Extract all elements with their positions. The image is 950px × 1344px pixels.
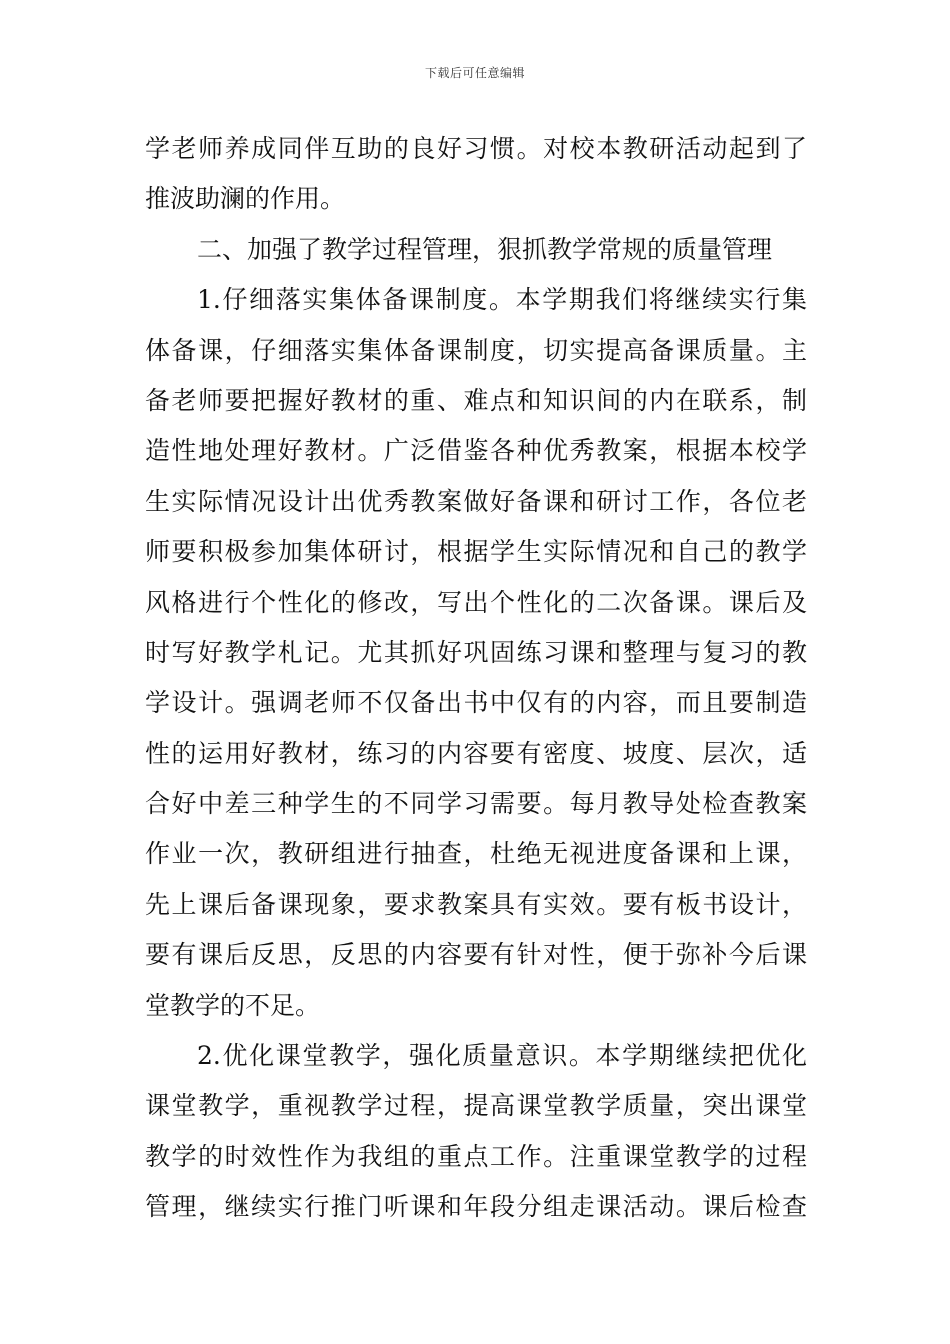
text-line: 推波助澜的作用。 <box>145 184 346 214</box>
text-line: 备老师要把握好教材的重、难点和知识间的内在联系，制 <box>145 385 807 415</box>
text-line: 管理，继续实行推门听课和年段分组走课活动。课后检查 <box>145 1192 807 1222</box>
text-line: 二、加强了教学过程管理，狠抓教学常规的质量管理 <box>197 234 773 264</box>
text-line: 师要积极参加集体研讨，根据学生实际情况和自己的教学 <box>145 537 807 567</box>
text-line: 时写好教学札记。尤其抓好巩固练习课和整理与复习的教 <box>145 637 807 667</box>
text-line: 体备课，仔细落实集体备课制度，切实提高备课质量。主 <box>145 335 807 365</box>
text-line: 1.仔细落实集体备课制度。本学期我们将继续实行集 <box>197 285 807 315</box>
text-line: 学设计。强调老师不仅备出书中仅有的内容，而且要制造 <box>145 688 807 718</box>
text-line: 先上课后备课现象，要求教案具有实效。要有板书设计， <box>145 889 807 919</box>
text-line: 生实际情况设计出优秀教案做好备课和研讨工作，各位老 <box>145 486 807 516</box>
text-line: 合好中差三种学生的不同学习需要。每月教导处检查教案 <box>145 789 807 819</box>
text-line: 要有课后反思，反思的内容要有针对性，便于弥补今后课 <box>145 940 807 970</box>
text-line: 性的运用好教材，练习的内容要有密度、坡度、层次，适 <box>145 738 807 768</box>
text-line: 风格进行个性化的修改，写出个性化的二次备课。课后及 <box>145 587 807 617</box>
text-line: 学老师养成同伴互助的良好习惯。对校本教研活动起到了 <box>145 134 807 163</box>
text-line: 教学的时效性作为我组的重点工作。注重课堂教学的过程 <box>145 1141 807 1171</box>
text-line: 课堂教学，重视教学过程，提高课堂教学质量，突出课堂 <box>145 1091 807 1121</box>
text-line: 堂教学的不足。 <box>145 990 321 1020</box>
page-header: 下载后可任意编辑 <box>424 66 525 80</box>
text-line: 造性地处理好教材。广泛借鉴各种优秀教案，根据本校学 <box>145 436 807 466</box>
text-line: 作业一次，教研组进行抽查，杜绝无视进度备课和上课， <box>145 839 807 869</box>
text-line: 2.优化课堂教学，强化质量意识。本学期继续把优化 <box>197 1041 807 1071</box>
document-body <box>145 124 807 1233</box>
